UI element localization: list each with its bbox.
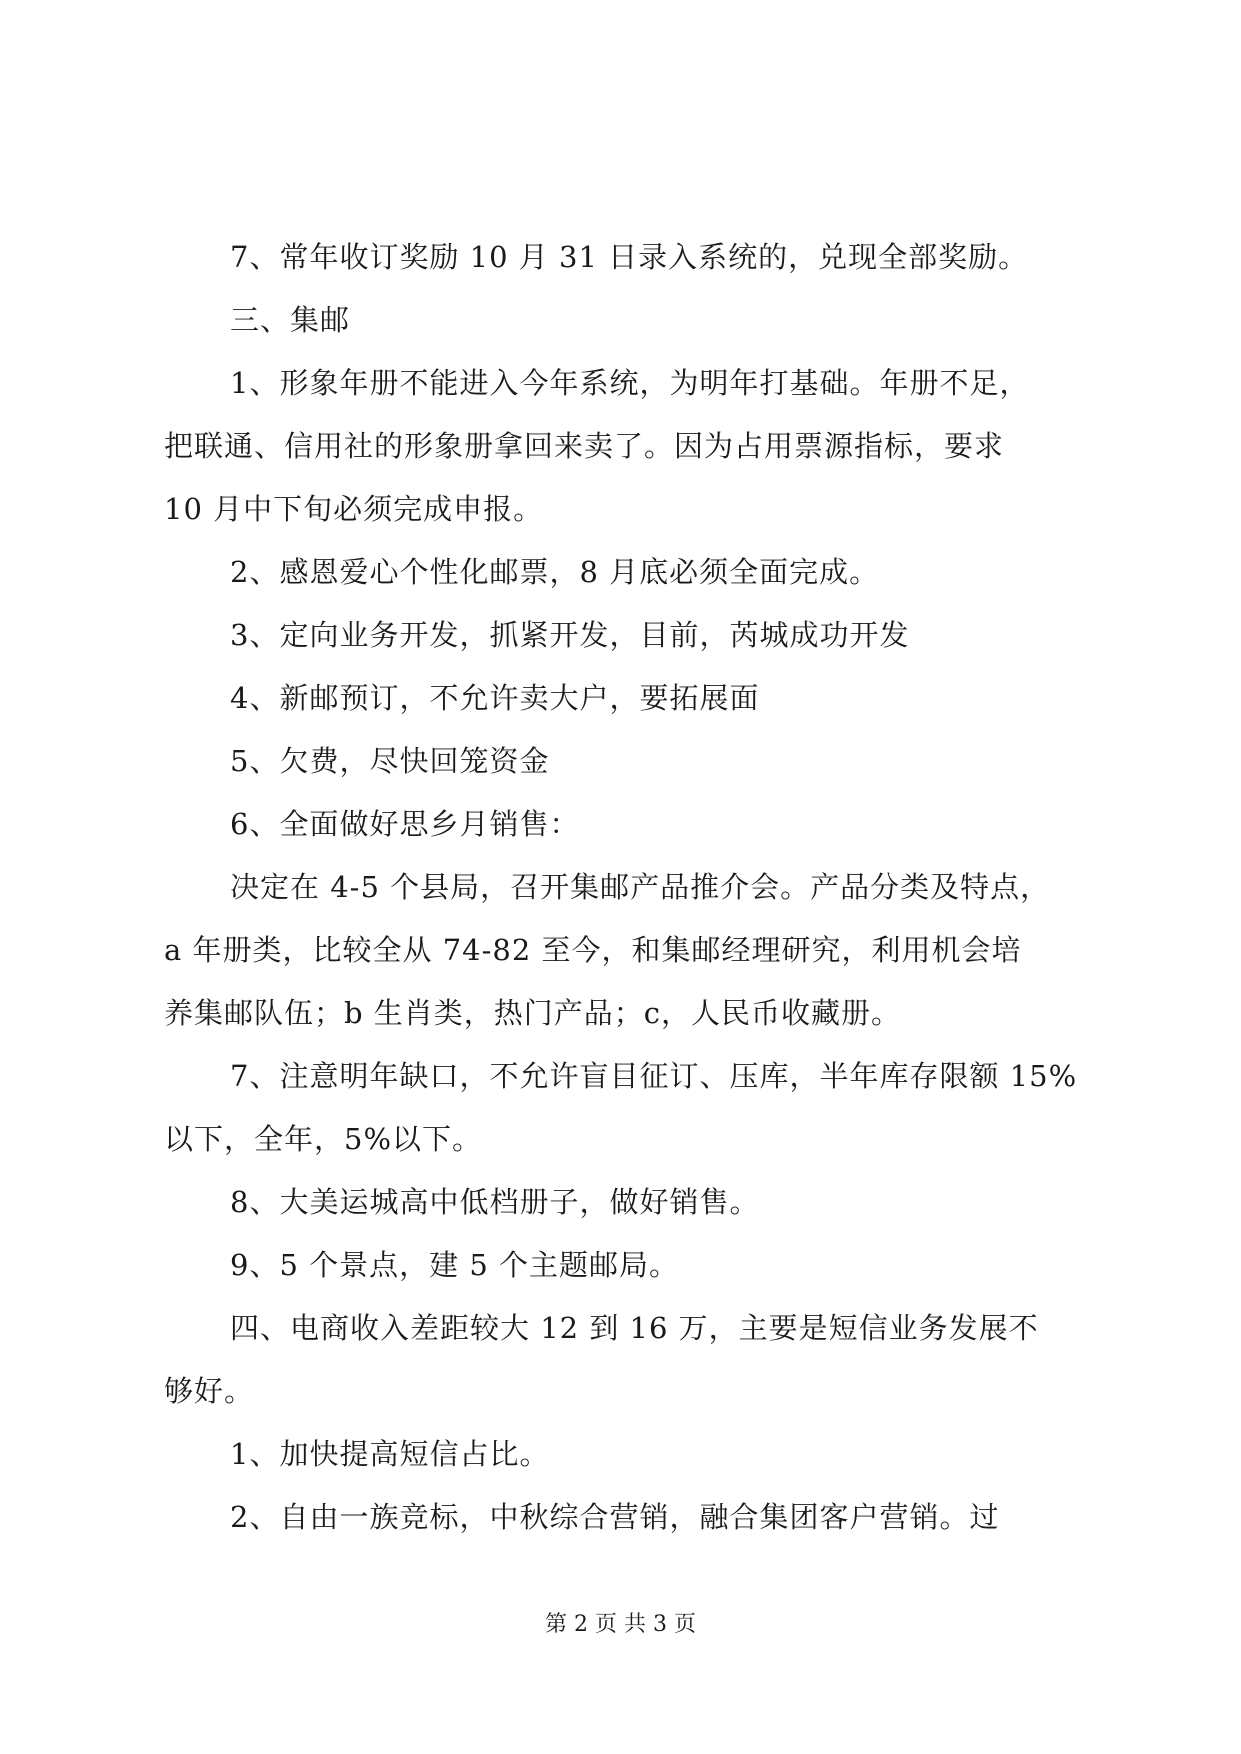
text-line: 决定在 4-5 个县局，召开集邮产品推介会。产品分类及特点， xyxy=(230,870,1051,904)
text-line: 6、全面做好思乡月销售： xyxy=(230,807,580,841)
text-line: 7、注意明年缺口，不允许盲目征订、压库，半年库存限额 15% xyxy=(230,1059,1078,1093)
page-footer: 第 2 页 共 3 页 xyxy=(545,1612,696,1637)
text-line: 把联通、信用社的形象册拿回来卖了。因为占用票源指标，要求 xyxy=(164,429,1005,463)
section-heading: 四、电商收入差距较大 12 到 16 万，主要是短信业务发展不 xyxy=(230,1311,1039,1345)
text-line: 10 月中下旬必须完成申报。 xyxy=(164,492,544,526)
text-line: 9、5 个景点，建 5 个主题邮局。 xyxy=(230,1248,680,1282)
section-heading: 三、集邮 xyxy=(230,303,351,337)
text-line: 8、大美运城高中低档册子，做好销售。 xyxy=(230,1185,760,1219)
text-line: 1、形象年册不能进入今年系统，为明年打基础。年册不足， xyxy=(230,366,1030,400)
text-line: 养集邮队伍；b 生肖类，热门产品；c，人民币收藏册。 xyxy=(164,996,902,1030)
text-line: 5、欠费，尽快回笼资金 xyxy=(230,744,550,778)
document-body xyxy=(164,226,1086,1549)
text-line: a 年册类，比较全从 74-82 至今，和集邮经理研究，利用机会培 xyxy=(164,933,1022,967)
text-line: 1、加快提高短信占比。 xyxy=(230,1437,550,1471)
text-line: 7、常年收订奖励 10 月 31 日录入系统的，兑现全部奖励。 xyxy=(230,240,1029,274)
text-line: 4、新邮预订，不允许卖大户，要拓展面 xyxy=(230,681,760,715)
text-line: 2、自由一族竞标，中秋综合营销，融合集团客户营销。过 xyxy=(230,1500,1000,1534)
text-line: 以下，全年，5%以下。 xyxy=(164,1122,483,1156)
text-line: 2、感恩爱心个性化邮票，8 月底必须全面完成。 xyxy=(230,555,880,589)
text-line: 3、定向业务开发，抓紧开发，目前，芮城成功开发 xyxy=(230,618,910,652)
text-line: 够好。 xyxy=(164,1374,255,1408)
